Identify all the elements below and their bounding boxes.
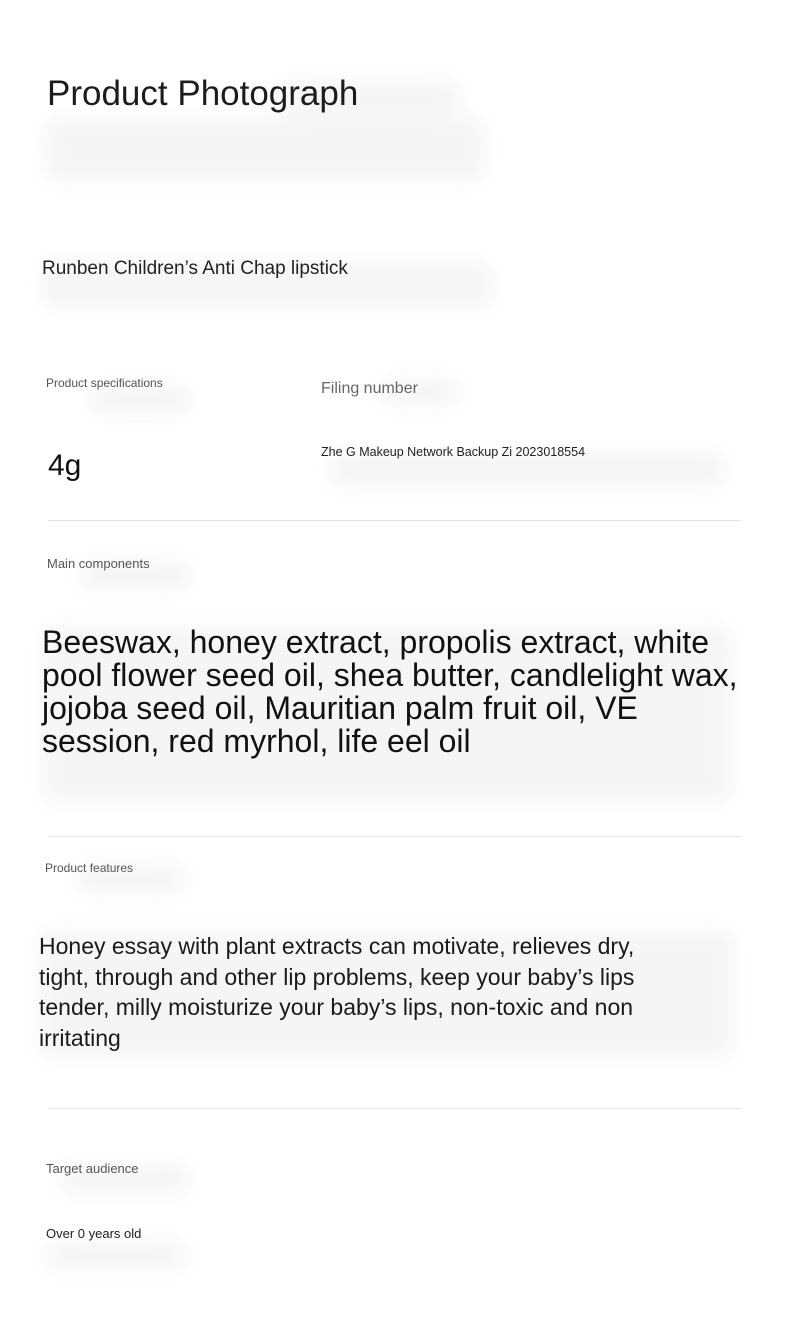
divider: [48, 1108, 741, 1109]
filing-number-label: Filing number: [321, 380, 418, 397]
features-label: Product features: [45, 861, 134, 875]
background-blur: [45, 118, 485, 182]
audience-label: Target audience: [46, 1161, 139, 1176]
audience-value: Over 0 years old: [46, 1226, 142, 1241]
divider: [48, 836, 741, 837]
specifications-label: Product specifications: [46, 376, 163, 390]
page-title: Product Photograph: [47, 74, 359, 113]
filing-number-value: Zhe G Makeup Network Backup Zi 2023018554: [321, 445, 586, 459]
background-blur: [46, 1240, 186, 1270]
divider: [48, 520, 741, 521]
product-name: Runben Children’s Anti Chap lipstick: [42, 258, 348, 279]
components-text: Beeswax, honey extract, propolis extract, white pool flower seed oil, shea butter, candlelight wax, jojoba seed oil, Mauritian palm fruit oil, VE session, red myrhol, life eel oil: [42, 624, 738, 759]
components-label: Main components: [47, 556, 150, 571]
features-text: Honey essay with plant extracts can motivate, relieves dry, tight, through and other lip problems, keep your baby’s lips tender, milly moisturize your baby’s lips, non-toxic and non irritating: [39, 933, 635, 1051]
specifications-value: 4g: [48, 449, 82, 482]
